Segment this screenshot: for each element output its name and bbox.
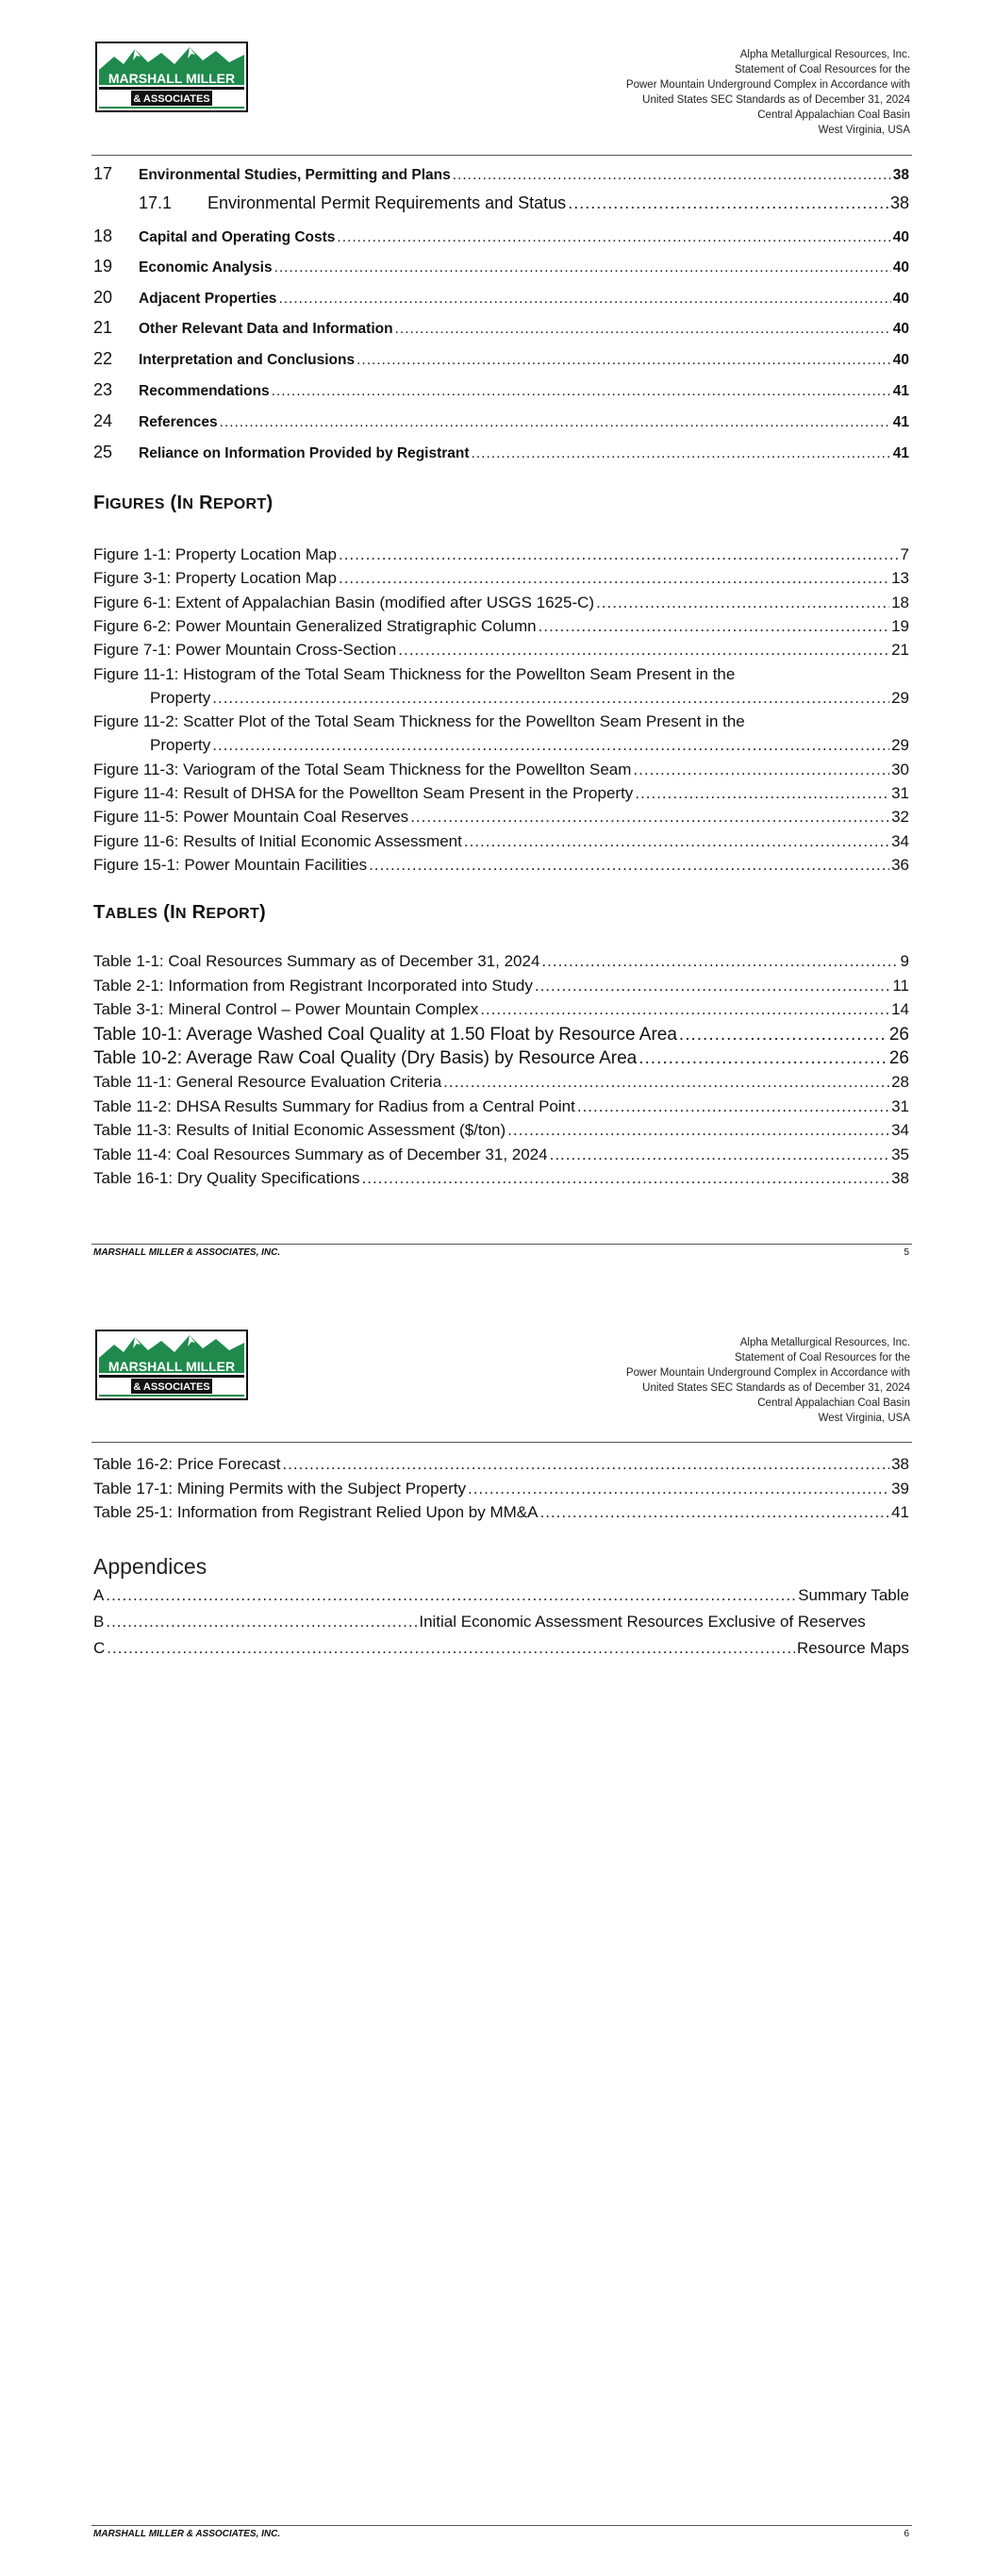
- table-entry[interactable]: [93, 1480, 909, 1498]
- figure-label: Figure 11-3: Variogram of the Total Seam Thickness for the Powellton Seam: [93, 760, 632, 778]
- table-label: Table 11-2: DHSA Results Summary for Radius from a Central Point: [93, 1096, 575, 1115]
- figure-label-continued: Property: [150, 688, 211, 707]
- table-page-number: 11: [892, 976, 909, 995]
- figure-label: Figure 6-2: Power Mountain Generalized Stratigraphic Column: [93, 616, 537, 635]
- document-header: [626, 1335, 910, 1426]
- table-page-number: 41: [891, 1503, 909, 1522]
- figure-page-number: 29: [891, 688, 909, 707]
- toc-entry-21[interactable]: 21 Other Relevant Data and Information ..... 40: [93, 318, 909, 338]
- figure-label: Figure 3-1: Property Location Map: [93, 569, 337, 588]
- appendix-a[interactable]: A ..... Summary Table: [93, 1586, 909, 1605]
- table-page-number: 9: [900, 952, 909, 970]
- header-line: Statement of Coal Resources for the: [734, 64, 910, 75]
- table-label: Table 16-1: Dry Quality Specifications: [93, 1169, 360, 1188]
- toc-entry-24[interactable]: 24 References ..... 41: [93, 411, 909, 431]
- header-line: Central Appalachian Coal Basin: [757, 109, 910, 121]
- table-entry[interactable]: [93, 1169, 909, 1188]
- table-page-number: 26: [888, 1024, 909, 1045]
- table-label: Table 1-1: Coal Resources Summary as of December 31, 2024: [93, 952, 540, 970]
- table-label: Table 17-1: Mining Permits with the Subject Property: [93, 1479, 466, 1497]
- table-page-number: 38: [891, 1169, 909, 1188]
- table-page-number: 34: [891, 1121, 909, 1140]
- page-footer: [93, 1247, 909, 1258]
- figure-label: Figure 7-1: Power Mountain Cross-Section: [93, 641, 397, 660]
- tables-heading: TABLES (IN REPORT): [93, 902, 267, 923]
- figure-entry[interactable]: [93, 665, 909, 684]
- figure-label: Figure 11-5: Power Mountain Coal Reserves: [93, 808, 409, 827]
- figure-page-number: 7: [900, 545, 909, 563]
- document-header: [626, 47, 910, 138]
- table-page-number: 38: [891, 1455, 909, 1473]
- figure-entry-continued[interactable]: [150, 689, 909, 708]
- table-entry[interactable]: [93, 1146, 909, 1164]
- figure-entry[interactable]: [93, 594, 909, 612]
- figure-entry[interactable]: [93, 832, 909, 851]
- header-line: United States SEC Standards as of December 31, 2024: [642, 1382, 910, 1394]
- svg-text:MARSHALL MILLER: MARSHALL MILLER: [108, 1359, 236, 1374]
- table-label: Table 11-3: Results of Initial Economic Assessment ($/ton): [93, 1121, 506, 1140]
- marshall-miller-logo: [95, 1330, 248, 1400]
- figure-entry[interactable]: [93, 569, 909, 588]
- toc-entry-25[interactable]: 25 Reliance on Information Provided by Registrant ..... 41: [93, 443, 909, 462]
- page-number: 6: [904, 2529, 909, 2539]
- table-page-number: 26: [888, 1048, 909, 1069]
- svg-text:& ASSOCIATES: & ASSOCIATES: [133, 1381, 210, 1393]
- page-number: 5: [904, 1247, 909, 1258]
- figure-page-number: 31: [891, 784, 909, 802]
- table-page-number: 35: [891, 1145, 909, 1163]
- table-entry[interactable]: [93, 1121, 909, 1140]
- figure-page-number: 21: [891, 641, 909, 660]
- table-label: Table 10-2: Average Raw Coal Quality (Dry Basis) by Resource Area: [93, 1048, 638, 1069]
- figure-entry[interactable]: [93, 641, 909, 660]
- header-line: West Virginia, USA: [818, 125, 910, 136]
- figure-page-number: 18: [891, 593, 909, 611]
- figure-label: Figure 15-1: Power Mountain Facilities: [93, 855, 368, 874]
- toc-entry-19[interactable]: 19 Economic Analysis ..... 40: [93, 257, 909, 276]
- svg-text:& ASSOCIATES: & ASSOCIATES: [133, 93, 210, 105]
- table-page-number: 39: [891, 1479, 909, 1497]
- header-line: United States SEC Standards as of December 31, 2024: [642, 94, 910, 106]
- table-page-number: 28: [891, 1073, 909, 1091]
- toc-entry-17-1[interactable]: 17.1 Environmental Permit Requirements and Status ..... 38: [93, 193, 909, 213]
- header-divider: [91, 155, 912, 156]
- footer-firm: MARSHALL MILLER & ASSOCIATES, INC.: [93, 1247, 281, 1258]
- figure-label: Figure 11-2: Scatter Plot of the Total Seam Thickness for the Powellton Seam Present in the: [93, 712, 745, 731]
- table-label: Table 11-1: General Resource Evaluation Criteria: [93, 1073, 442, 1091]
- figure-label: Figure 11-4: Result of DHSA for the Powellton Seam Present in the Property: [93, 784, 634, 802]
- figure-page-number: 19: [891, 616, 909, 635]
- figures-heading: FIGURES (IN REPORT): [93, 493, 274, 513]
- header-company: Alpha Metallurgical Resources, Inc.: [739, 1337, 910, 1348]
- figure-label: Figure 6-1: Extent of Appalachian Basin (modified after USGS 1625-C): [93, 593, 595, 611]
- page-footer: [93, 2529, 909, 2539]
- header-line: Power Mountain Underground Complex in Accordance with: [625, 79, 910, 91]
- figure-entry-continued[interactable]: [150, 736, 909, 755]
- table-page-number: 31: [891, 1096, 909, 1115]
- toc-entry-17[interactable]: 17 Environmental Studies, Permitting and Plans ..... 38: [93, 164, 909, 184]
- appendix-b[interactable]: B ..... Initial Economic Assessment Resources Exclusive of Reserves: [93, 1613, 909, 1631]
- table-label: Table 10-1: Average Washed Coal Quality at 1.50 Float by Resource Area: [93, 1024, 677, 1045]
- figure-label: Figure 1-1: Property Location Map: [93, 545, 337, 563]
- appendix-c[interactable]: C ..... Resource Maps: [93, 1639, 909, 1658]
- figure-page-number: 36: [891, 855, 909, 874]
- figure-page-number: 29: [891, 736, 909, 755]
- table-entry[interactable]: [93, 977, 909, 995]
- figure-entry[interactable]: [93, 617, 909, 636]
- table-entry[interactable]: [93, 1097, 909, 1116]
- figure-entry[interactable]: [93, 761, 909, 779]
- figure-page-number: 34: [891, 831, 909, 850]
- figure-page-number: 32: [891, 808, 909, 827]
- footer-divider: [91, 2525, 912, 2526]
- figure-label: Figure 11-6: Results of Initial Economic Assessment: [93, 831, 462, 850]
- figure-label-continued: Property: [150, 736, 211, 755]
- table-entry[interactable]: [93, 1000, 909, 1019]
- table-entry[interactable]: [93, 1048, 909, 1069]
- table-label: Table 25-1: Information from Registrant Relied Upon by MM&A: [93, 1503, 539, 1522]
- header-line: Power Mountain Underground Complex in Accordance with: [625, 1367, 910, 1379]
- figure-entry[interactable]: [93, 856, 909, 875]
- header-company: Alpha Metallurgical Resources, Inc.: [739, 49, 910, 60]
- header-line: West Virginia, USA: [818, 1413, 910, 1424]
- table-entry[interactable]: [93, 1503, 909, 1522]
- header-divider: [91, 1442, 912, 1443]
- figure-entry[interactable]: [93, 808, 909, 827]
- svg-text:MARSHALL MILLER: MARSHALL MILLER: [108, 71, 236, 86]
- footer-firm: MARSHALL MILLER & ASSOCIATES, INC.: [93, 2529, 281, 2539]
- table-label: Table 16-2: Price Forecast: [93, 1455, 281, 1473]
- header-line: Central Appalachian Coal Basin: [757, 1397, 910, 1409]
- figure-entry[interactable]: [93, 784, 909, 803]
- figure-page-number: 13: [891, 569, 909, 588]
- table-label: Table 3-1: Mineral Control – Power Mountain Complex: [93, 1000, 479, 1019]
- table-entry[interactable]: [93, 1073, 909, 1092]
- table-entry[interactable]: [93, 1025, 909, 1045]
- table-page-number: 14: [891, 1000, 909, 1019]
- page-6: [0, 1293, 995, 2576]
- table-entry[interactable]: [93, 1455, 909, 1474]
- figure-label: Figure 11-1: Histogram of the Total Seam Thickness for the Powellton Seam Present in the: [93, 664, 736, 683]
- figure-entry[interactable]: [93, 545, 909, 564]
- figure-entry[interactable]: [93, 712, 909, 731]
- header-line: Statement of Coal Resources for the: [734, 1352, 910, 1363]
- toc-entry-20[interactable]: 20 Adjacent Properties ..... 40: [93, 288, 909, 308]
- footer-divider: [91, 1244, 912, 1245]
- toc-entry-18[interactable]: 18 Capital and Operating Costs ..... 40: [93, 226, 909, 246]
- table-entry[interactable]: [93, 952, 909, 971]
- toc-entry-22[interactable]: 22 Interpretation and Conclusions ..... 40: [93, 349, 909, 369]
- table-label: Table 11-4: Coal Resources Summary as of December 31, 2024: [93, 1145, 548, 1163]
- toc-entry-23[interactable]: 23 Recommendations ..... 41: [93, 380, 909, 400]
- marshall-miller-logo: [95, 42, 248, 112]
- table-label: Table 2-1: Information from Registrant Incorporated into Study: [93, 976, 533, 995]
- figure-page-number: 30: [891, 760, 909, 778]
- appendices-heading: Appendices: [93, 1554, 207, 1579]
